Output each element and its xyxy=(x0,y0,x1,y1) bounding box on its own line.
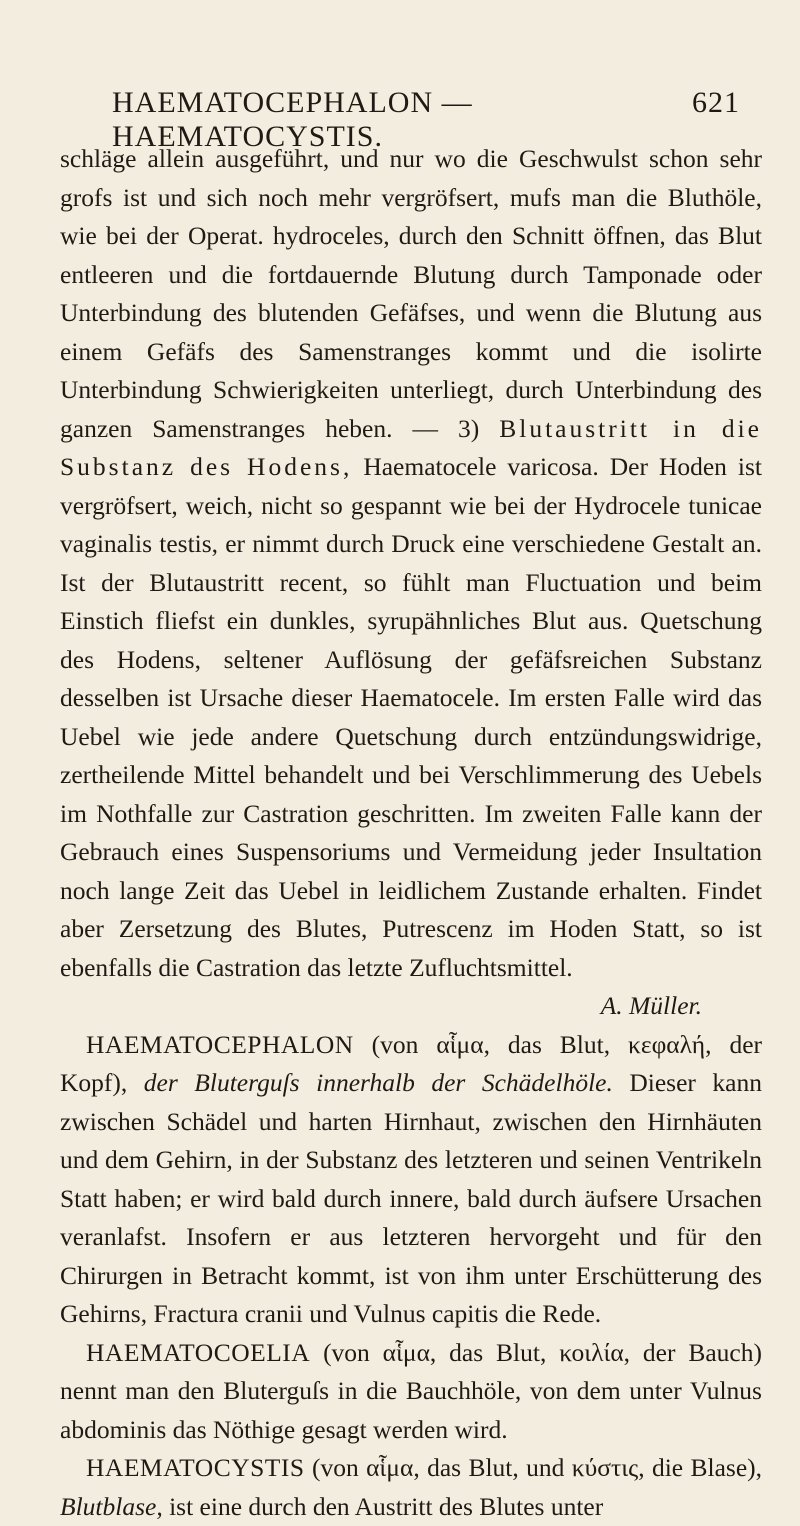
entry-haematocoelia: HAEMATOCOELIA (von αἷμα, das Blut, κοιλία, der Bauch) nennt man den Bluterguſs in die Bauchhöle, von dem unter Vulnus abdominis das Nöthige gesagt werden wird. xyxy=(60,1337,762,1444)
entry-haematocephalon: HAEMATOCEPHALON (von αἷμα, das Blut, κεφαλή, der Kopf), der Bluterguſs innerhalb der Schädelhöle. Dieser kann zwischen Schädel und harten Hirnhaut, zwischen den Hirnhäuten und dem Gehirn, in der Substanz des letzteren und seinen Ventrikeln Statt haben; er wird bald durch innere, bald durch äufsere Ursachen veranlafst. Insofern er aus letzteren hervorgeht und für den Chirurgen in Betracht kommt, ist von ihm unter Erschütterung des Gehirns, Fractura cranii und Vulnus capitis die Rede. xyxy=(60,1029,762,1328)
running-header xyxy=(112,86,740,153)
author-signature: A. Müller. xyxy=(600,991,702,1020)
entry-term: HAEMATOCEPHALON xyxy=(86,1029,354,1059)
entry-gloss: Blutblase, xyxy=(60,1491,163,1521)
entry-haematocystis: HAEMATOCYSTIS (von αἷμα, das Blut, und κύστις, die Blase), Blutblase, ist eine durch den Austritt des Blutes unter xyxy=(60,1453,763,1521)
page-number: 621 xyxy=(692,86,740,119)
body-text xyxy=(60,140,762,1526)
paragraph-haematocele-continued: schläge allein ausgeführt, und nur wo die Geschwulst schon sehr grofs ist und sich noch mehr vergröfsert, mufs man die Bluthöle, wie bei der Operat. hydroceles, durch den Schnitt öffnen, das Blut entleeren und die fortdauernde Blutung durch Tamponade oder Unterbindung des blutenden Gefäfses, und wenn die Blutung aus einem Gefäfs des Samenstranges kommt und die isolirte Unterbindung Schwierigkeiten unterliegt, durch Unterbindung des ganzen Samenstranges heben. — 3) Blutaustritt in die Substanz des Hodens, Haematocele varicosa. Der Hoden ist vergröfsert, weich, nicht so gespannt wie bei der Hydrocele tunicae vaginalis testis, er nimmt durch Druck eine verschiedene Gestalt an. Ist der Blutaustritt recent, so fühlt man Fluctuation und beim Einstich fliefst ein dunkles, syrupähnliches Blut aus. Quetschung des Hodens, seltener Auflösung der gefäfsreichen Substanz desselben ist Ursache dieser Haematocele. Im ersten Falle wird das Uebel wie jede andere Quetschung durch entzündungswidrige, zertheilende Mittel behandelt und bei Verschlimmerung des Uebels im Nothfalle zur Castration geschritten. Im zweiten Falle kann der Gebrauch eines Suspensoriums und Vermeidung jeder Insultation noch lange Zeit das Uebel in leidlichem Zustande erhalten. Findet aber Zersetzung des Blutes, Putrescenz im Hoden Statt, so ist ebenfalls die Castration das letzte Zufluchtsmittel. xyxy=(60,144,762,982)
running-title: HAEMATOCEPHALON — HAEMATOCYSTIS. xyxy=(112,86,473,153)
spaced-heading: Blutaustritt in die Substanz des Hodens, xyxy=(60,413,762,481)
entry-gloss: der Bluterguſs innerhalb der Schädelhöle. xyxy=(143,1068,613,1097)
entry-term: HAEMATOCOELIA xyxy=(86,1337,311,1367)
entry-term: HAEMATOCYSTIS xyxy=(86,1453,305,1482)
